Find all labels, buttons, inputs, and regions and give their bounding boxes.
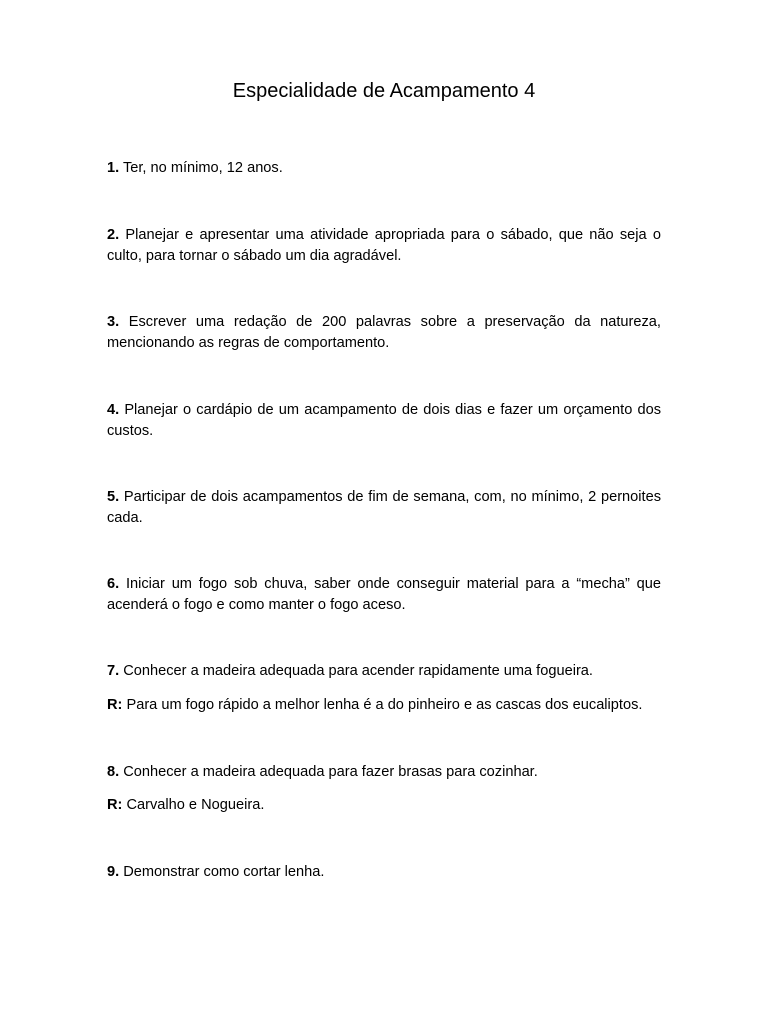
item-text: Ter, no mínimo, 12 anos. [122, 160, 283, 176]
list-item-7 [107, 661, 661, 682]
item-text: Demonstrar como cortar lenha. [123, 864, 325, 880]
list-item-4 [107, 400, 661, 441]
item-number: 6. [107, 576, 120, 592]
list-item-5 [107, 487, 661, 528]
answer-8 [107, 795, 661, 816]
item-text: Conhecer a madeira adequada para acender rapidamente uma fogueira. [123, 663, 593, 679]
item-text: Planejar e apresentar uma atividade apropriada para o sábado, que não seja o culto, para tornar o sábado um dia agradável. [107, 227, 661, 264]
answer-7 [107, 695, 661, 716]
answer-label: R: [107, 797, 123, 813]
item-text: Planejar o cardápio de um acampamento de dois dias e fazer um orçamento dos custos. [107, 402, 661, 439]
item-text: Iniciar um fogo sob chuva, saber onde conseguir material para a “mecha” que acenderá o fogo e como manter o fogo aceso. [107, 576, 661, 613]
item-number: 4. [107, 402, 120, 418]
item-number: 9. [107, 864, 120, 880]
list-item-1 [107, 158, 661, 179]
list-item-9 [107, 862, 661, 883]
item-number: 7. [107, 663, 120, 679]
list-item-3 [107, 312, 661, 353]
answer-label: R: [107, 697, 123, 713]
item-text: Conhecer a madeira adequada para fazer brasas para cozinhar. [123, 764, 538, 780]
item-number: 3. [107, 314, 120, 330]
page-title: Especialidade de Acampamento 4 [232, 80, 536, 102]
answer-text: Para um fogo rápido a melhor lenha é a do pinheiro e as cascas dos eucaliptos. [126, 697, 643, 713]
item-number: 1. [107, 160, 120, 176]
list-item-6 [107, 574, 661, 615]
item-text: Participar de dois acampamentos de fim de semana, com, no mínimo, 2 pernoites cada. [107, 489, 662, 526]
item-number: 5. [107, 489, 120, 505]
list-item-2 [107, 225, 661, 266]
item-number: 8. [107, 764, 120, 780]
list-item-8 [107, 762, 661, 783]
item-number: 2. [107, 227, 120, 243]
answer-text: Carvalho e Nogueira. [126, 797, 265, 813]
item-text: Escrever uma redação de 200 palavras sobre a preservação da natureza, mencionando as regras de comportamento. [107, 314, 661, 351]
